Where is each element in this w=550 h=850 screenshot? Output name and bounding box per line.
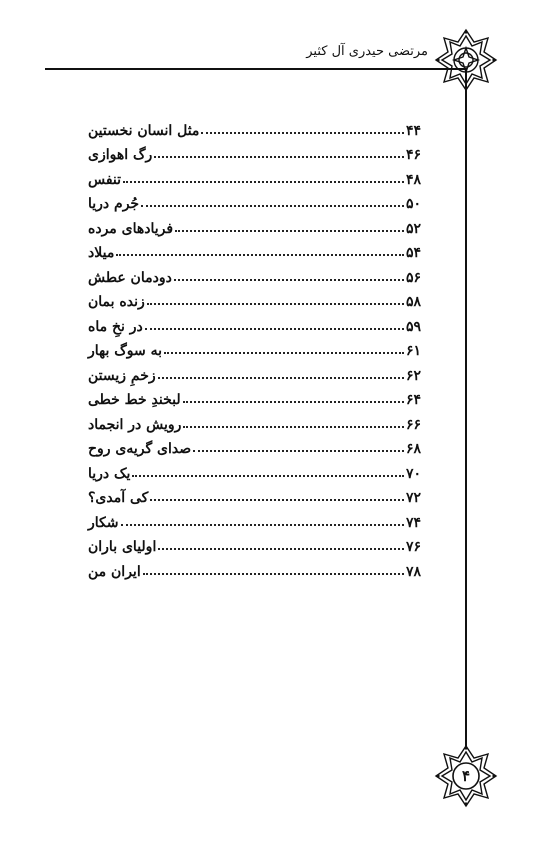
toc-page-number: ۵۹ [406,318,422,335]
dot-leader [174,279,404,281]
toc-entry[interactable] [86,433,428,458]
dot-leader [132,475,404,477]
toc-page-number: ۷۲ [406,490,422,506]
toc-page-number: ۶۲ [406,367,422,384]
dot-leader [158,548,404,550]
toc-page-number: ۷۰ [406,465,422,482]
toc-entry[interactable] [86,261,428,286]
table-of-contents [86,114,428,580]
toc-title: زنده بمان [88,294,145,310]
toc-title: لبخندِ خط خطی [88,392,181,408]
toc-title: دودمان عطش [88,269,172,286]
dot-leader [175,230,404,232]
dot-leader [123,181,404,183]
toc-entry[interactable] [86,310,428,335]
toc-page-number: ۵۴ [406,245,422,261]
toc-page-number: ۶۱ [406,343,422,359]
toc-page-number: ۴۶ [406,147,422,163]
toc-page-number: ۶۸ [406,441,422,457]
toc-title: میلاد [88,245,115,261]
header-rule [45,68,467,70]
toc-entry[interactable] [86,384,428,409]
toc-page-number: ۷۴ [406,514,422,531]
toc-page-number: ۵۸ [406,294,422,310]
dot-leader [183,426,404,428]
page-number: ۴ [461,767,471,785]
running-header-author: مرتضی حیدری آل کثیر [306,44,428,59]
toc-entry[interactable] [86,212,428,237]
toc-title: در نخِ ماه [88,318,143,335]
dot-leader [121,524,405,526]
margin-rule [465,70,467,746]
toc-page-number: ۵۲ [406,220,422,237]
toc-title: ایران من [88,563,141,580]
toc-page-number: ۶۴ [406,392,422,408]
toc-page-number: ۵۶ [406,269,422,286]
ornament-top-icon [434,28,498,92]
toc-entry[interactable] [86,114,428,139]
dot-leader [183,401,404,403]
toc-title: جُرم دریا [88,196,140,212]
toc-entry[interactable] [86,457,428,482]
toc-title: زخمِ زیستن [88,367,156,384]
toc-page-number: ۶۶ [406,416,422,433]
toc-title: فریادهای مرده [88,220,174,237]
dot-leader [116,254,404,256]
toc-entry[interactable] [86,506,428,531]
dot-leader [145,328,404,330]
toc-page-number: ۴۸ [406,171,422,188]
dot-leader [164,352,404,354]
toc-title: کی آمدی؟ [88,490,149,506]
toc-title: رویش در انجماد [88,416,182,433]
toc-page-number: ۷۶ [406,539,422,555]
dot-leader [158,377,404,379]
toc-entry[interactable] [86,163,428,188]
toc-title: اولیای باران [88,539,157,555]
dot-leader [150,499,404,501]
toc-title: به سوگ بهار [88,343,163,359]
dot-leader [147,303,404,305]
dot-leader [193,450,404,452]
toc-title: صدای گریه‌ی روح [88,441,192,457]
toc-entry[interactable] [86,286,428,311]
toc-entry[interactable] [86,359,428,384]
toc-entry[interactable] [86,555,428,580]
toc-title: رگ اهوازی [88,147,153,163]
dot-leader [143,573,404,575]
dot-leader [154,156,404,158]
toc-page-number: ۵۰ [406,196,422,212]
toc-page-number: ۴۴ [406,122,422,139]
toc-entry[interactable] [86,188,428,213]
toc-title: تنفس [88,171,122,188]
toc-page-number: ۷۸ [406,563,422,580]
toc-title: مثل انسان نخستین [88,122,200,139]
toc-title: شکار [88,514,119,531]
toc-entry[interactable] [86,335,428,360]
dot-leader [201,132,404,134]
toc-entry[interactable] [86,482,428,507]
toc-entry[interactable] [86,139,428,164]
dot-leader [141,205,404,207]
toc-entry[interactable] [86,408,428,433]
toc-entry[interactable] [86,237,428,262]
toc-title: یک دریا [88,465,131,482]
toc-entry[interactable] [86,531,428,556]
